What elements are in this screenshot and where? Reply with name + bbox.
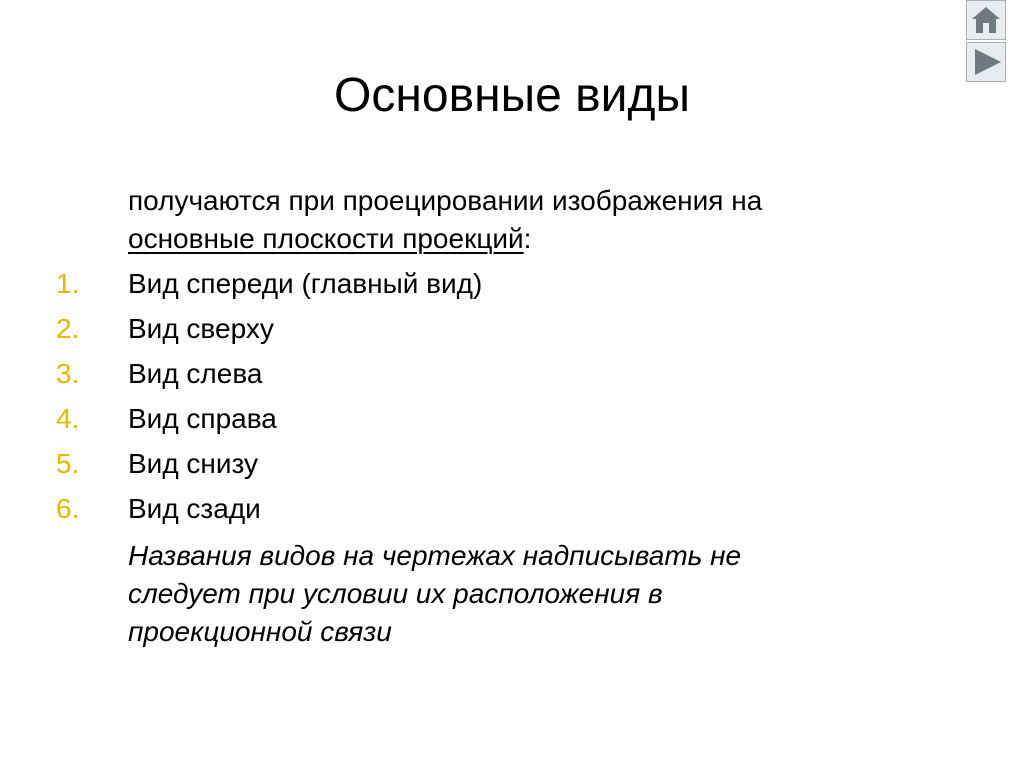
list-number: 1. <box>56 268 80 299</box>
list-number: 6. <box>56 493 80 524</box>
list-label: Вид сверху <box>128 313 274 344</box>
play-icon <box>967 43 1005 81</box>
list-item <box>0 400 1024 445</box>
list-label: Вид сзади <box>128 493 261 524</box>
slide-title: Основные виды <box>334 69 690 122</box>
intro-suffix: : <box>523 223 532 254</box>
intro-line: получаются при проецировании изображения на <box>128 185 763 216</box>
list-item <box>0 355 1024 400</box>
list-number: 5. <box>56 448 80 479</box>
slide-navigation <box>966 0 1010 82</box>
note-line: проекционной связи <box>128 616 392 647</box>
list-number: 4. <box>56 403 80 434</box>
intro-text <box>128 182 928 258</box>
note-text <box>128 537 928 651</box>
list-item <box>0 490 1024 535</box>
next-slide-button[interactable] <box>966 42 1006 82</box>
note-line: Названия видов на чертежах надписывать не <box>128 540 742 571</box>
list-item <box>0 310 1024 355</box>
home-icon <box>967 1 1005 39</box>
intro-underlined-term: основные плоскости проекций <box>128 223 524 254</box>
views-list <box>0 265 1024 535</box>
list-label: Вид снизу <box>128 448 259 479</box>
note-line: следует при условии их расположения в <box>128 578 663 609</box>
list-item <box>0 265 1024 310</box>
home-button[interactable] <box>966 0 1006 40</box>
list-number: 2. <box>56 313 80 344</box>
list-label: Вид слева <box>128 358 263 389</box>
list-label: Вид спереди (главный вид) <box>128 268 483 299</box>
list-label: Вид справа <box>128 403 277 434</box>
list-number: 3. <box>56 358 80 389</box>
list-item <box>0 445 1024 490</box>
